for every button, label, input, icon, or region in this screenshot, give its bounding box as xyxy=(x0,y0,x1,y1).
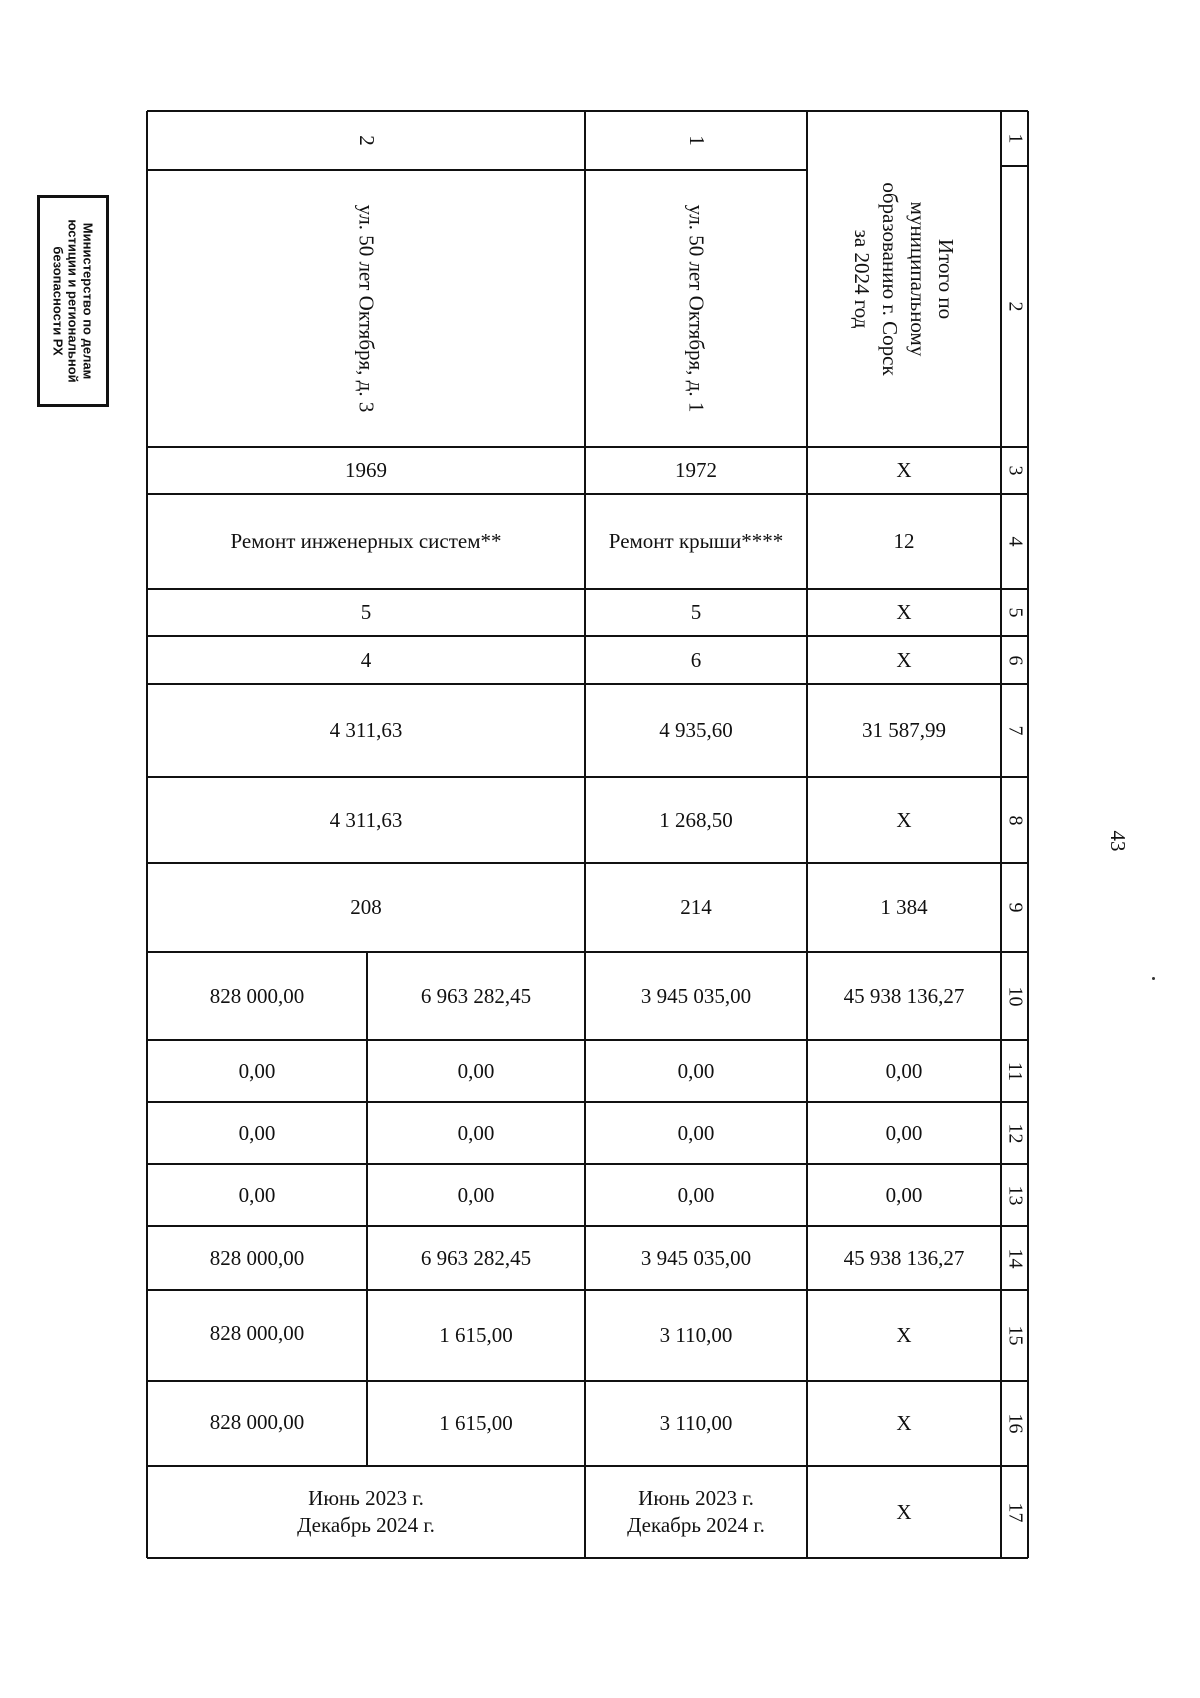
column-number-text: 14 xyxy=(1004,1248,1026,1268)
column-number xyxy=(1001,1164,1028,1226)
column-number-text: 8 xyxy=(1004,815,1026,825)
column-number xyxy=(1001,863,1028,952)
column-number-text: 4 xyxy=(1004,536,1026,547)
house2-c8: 4 311,63 xyxy=(329,807,403,832)
total-c10: 45 938 136,27 xyxy=(843,983,965,1008)
column-number xyxy=(1001,589,1028,636)
column-number xyxy=(1001,166,1028,447)
house2-c9: 208 xyxy=(350,895,382,919)
column-number-text: 2 xyxy=(1004,301,1026,312)
stamp-line: юстиции и региональной xyxy=(65,219,81,383)
house1-c7: 4 935,60 xyxy=(659,718,733,742)
house1-work-type: Ремонт крыши**** xyxy=(608,529,784,553)
column-number-text: 9 xyxy=(1004,902,1026,913)
house2-c7: 4 311,63 xyxy=(329,718,403,742)
house2-c16-b: 828 000,00 xyxy=(209,1410,305,1434)
house1-c6: 6 xyxy=(690,647,702,672)
total-c5: X xyxy=(896,600,912,624)
column-number-text: 16 xyxy=(1004,1413,1026,1434)
total-c3: X xyxy=(896,458,912,482)
row2-number-text: 2 xyxy=(354,135,379,146)
total-c16: X xyxy=(896,1411,912,1435)
house2-c12-b: 0,00 xyxy=(238,1120,276,1145)
house2-c12-a: 0,00 xyxy=(457,1120,495,1145)
row2-number xyxy=(147,111,585,170)
column-number-text: 7 xyxy=(1004,725,1026,736)
house1-period-start: Июнь 2023 г. xyxy=(638,1486,754,1510)
page-number: 43 xyxy=(1106,830,1130,852)
column-number xyxy=(1001,1290,1028,1381)
column-number xyxy=(1001,111,1028,166)
house1-year: 1972 xyxy=(675,458,717,482)
total-c17: X xyxy=(896,1499,912,1524)
house2-c13-b: 0,00 xyxy=(238,1182,276,1207)
total-c4: 12 xyxy=(893,529,915,553)
house2-c16-a: 1 615,00 xyxy=(439,1411,513,1435)
house1-period-end: Декабрь 2024 г. xyxy=(627,1513,765,1537)
house1-c8: 1 268,50 xyxy=(659,807,733,832)
total-label-text: Итого по муниципальному образованию г. Сорск за 2024 год xyxy=(850,182,958,376)
column-number-text: 3 xyxy=(1004,465,1026,476)
column-number-text: 12 xyxy=(1004,1123,1026,1143)
total-c8: X xyxy=(896,807,912,832)
house2-c15-b: 828 000,00 xyxy=(209,1321,305,1345)
row2-address-text: ул. 50 лет Октября, д. 3 xyxy=(354,204,379,413)
column-number xyxy=(1001,1381,1028,1466)
total-c6: X xyxy=(896,647,912,672)
house2-period-end: Декабрь 2024 г. xyxy=(297,1513,435,1537)
total-c11: 0,00 xyxy=(885,1058,923,1083)
house2-c14-b: 828 000,00 xyxy=(209,1245,305,1270)
column-number xyxy=(1001,777,1028,863)
column-number xyxy=(1001,952,1028,1040)
column-number xyxy=(1001,494,1028,589)
column-number-text: 17 xyxy=(1004,1502,1026,1522)
house1-c5: 5 xyxy=(690,600,702,624)
column-number xyxy=(1001,1226,1028,1290)
column-number xyxy=(1001,636,1028,684)
house1-c14: 3 945 035,00 xyxy=(640,1245,752,1270)
house2-c13-a: 0,00 xyxy=(457,1182,495,1207)
total-c14: 45 938 136,27 xyxy=(843,1245,965,1270)
house2-c15-a: 1 615,00 xyxy=(439,1323,513,1347)
house1-c12: 0,00 xyxy=(677,1120,715,1145)
row1-number-text: 1 xyxy=(684,135,709,146)
column-number-text: 5 xyxy=(1004,607,1026,618)
house2-c10-b: 828 000,00 xyxy=(209,983,305,1008)
row1-number xyxy=(585,111,807,170)
stamp-line: безопасности РХ xyxy=(50,246,66,356)
total-label xyxy=(807,111,1001,447)
column-number-text: 15 xyxy=(1004,1325,1026,1346)
house2-c10-a: 6 963 282,45 xyxy=(420,983,532,1008)
column-number xyxy=(1001,1466,1028,1558)
house1-c10: 3 945 035,00 xyxy=(640,983,752,1008)
house2-year: 1969 xyxy=(345,458,387,482)
house1-period xyxy=(585,1466,807,1558)
column-number-text: 10 xyxy=(1004,986,1026,1006)
column-number xyxy=(1001,1040,1028,1102)
row2-address xyxy=(147,170,585,447)
column-number-text: 1 xyxy=(1004,133,1026,144)
row1-address-text: ул. 50 лет Октября, д. 1 xyxy=(684,204,709,413)
house2-period xyxy=(147,1466,585,1558)
total-c12: 0,00 xyxy=(885,1120,923,1145)
house1-c9: 214 xyxy=(680,895,712,919)
house2-c5: 5 xyxy=(360,600,372,624)
house1-c16: 3 110,00 xyxy=(659,1411,733,1435)
column-number-text: 13 xyxy=(1004,1185,1026,1205)
house1-c11: 0,00 xyxy=(677,1058,715,1083)
house2-period-start: Июнь 2023 г. xyxy=(308,1486,424,1510)
stamp-line: Министерство по делам xyxy=(80,222,96,380)
column-number xyxy=(1001,447,1028,494)
house2-c11-a: 0,00 xyxy=(457,1058,495,1083)
house2-c6: 4 xyxy=(360,647,372,672)
total-c13: 0,00 xyxy=(885,1182,923,1207)
column-number xyxy=(1001,684,1028,777)
house2-work-type: Ремонт инженерных систем** xyxy=(230,529,502,553)
house1-c15: 3 110,00 xyxy=(659,1323,733,1347)
column-number-text: 11 xyxy=(1003,1061,1026,1081)
total-c7: 31 587,99 xyxy=(862,718,946,742)
house1-c13: 0,00 xyxy=(677,1182,715,1207)
column-number-text: 6 xyxy=(1004,655,1026,665)
house2-c14-a: 6 963 282,45 xyxy=(420,1245,532,1270)
house2-c11-b: 0,00 xyxy=(238,1058,276,1083)
column-number xyxy=(1001,1102,1028,1164)
total-c9: 1 384 xyxy=(880,895,928,919)
total-c15: X xyxy=(896,1323,912,1347)
row1-address xyxy=(585,170,807,447)
